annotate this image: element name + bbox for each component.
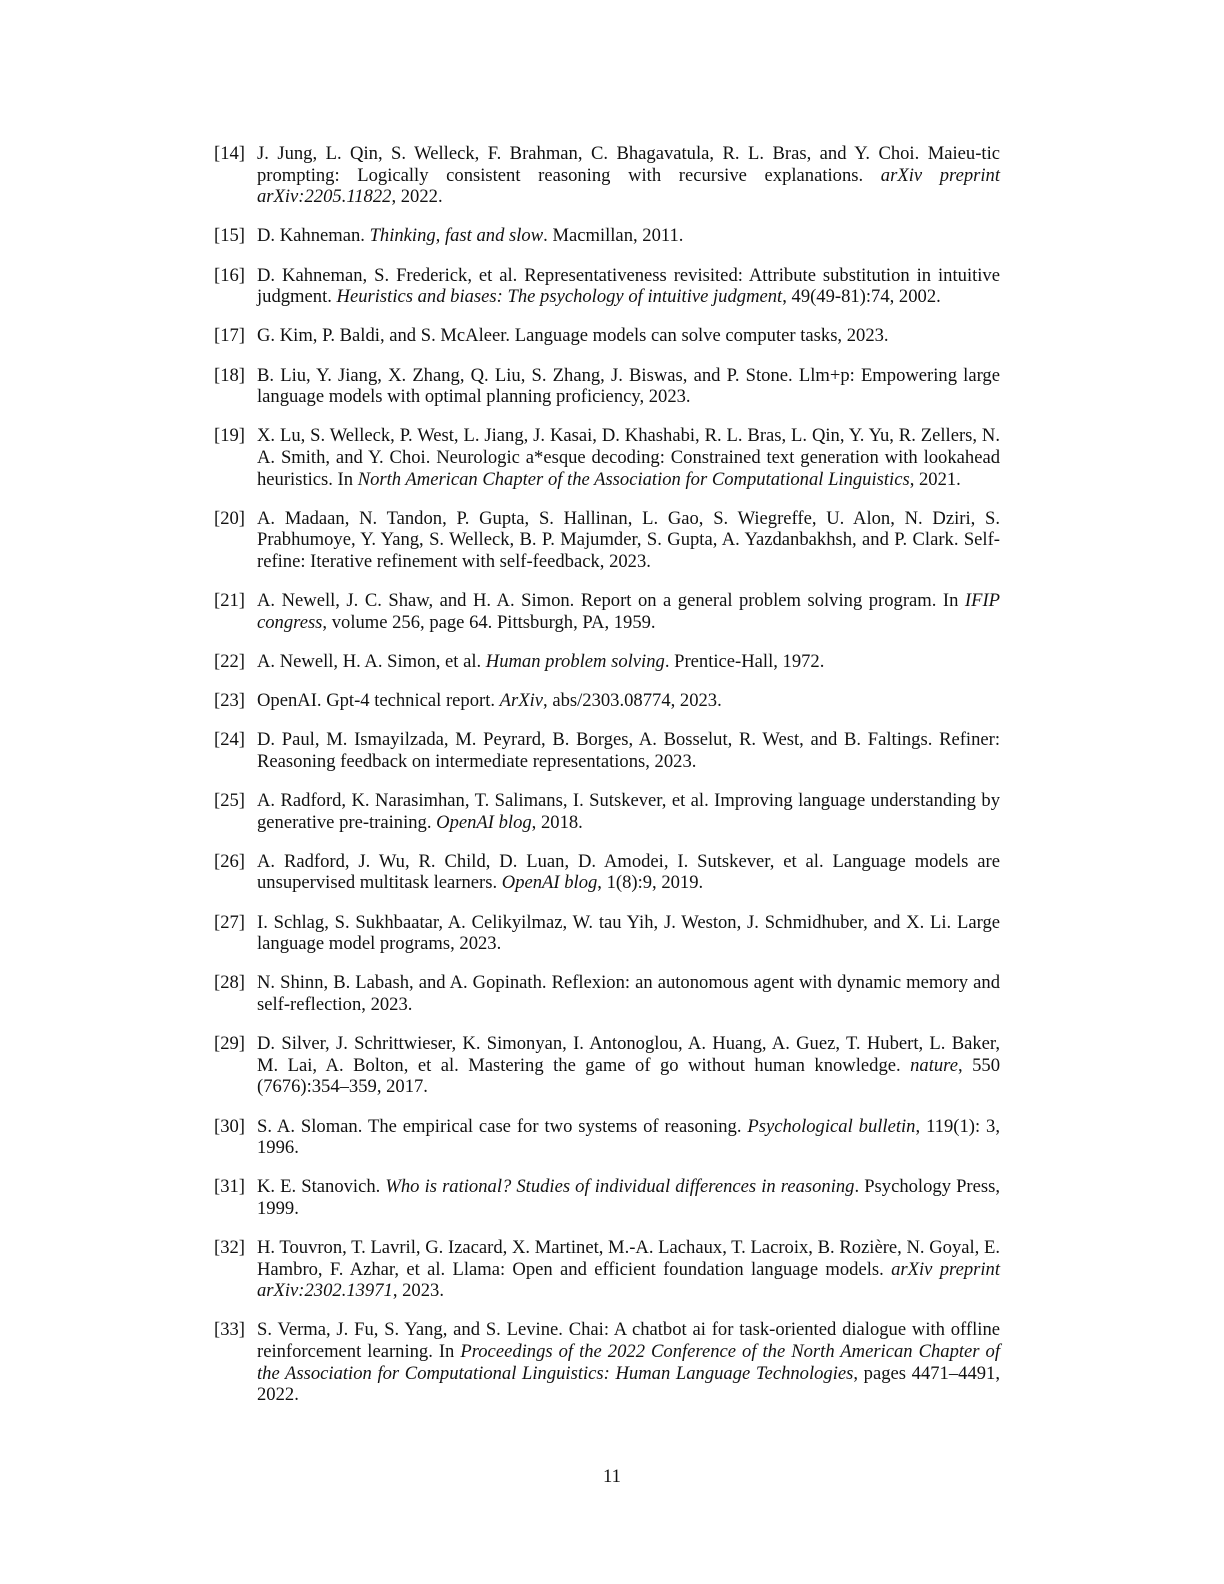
reference-text-segment: . Macmillan, 2011.: [543, 225, 684, 247]
reference-text: [257, 265, 1000, 308]
reference-text-segment: , 2021.: [909, 468, 961, 490]
reference-text: [257, 651, 1000, 673]
reference-text: [257, 1116, 1000, 1159]
reference-entry: [214, 1319, 1000, 1405]
reference-text: [257, 325, 1000, 347]
reference-venue-italic: OpenAI blog: [436, 811, 532, 833]
reference-text: [257, 1176, 1000, 1219]
reference-text-segment: , 2023.: [392, 1280, 444, 1302]
reference-number: [29]: [214, 1033, 245, 1055]
reference-text-segment: S. Verma, J. Fu, S. Yang, and S. Levine. Chai: A chatbot ai for task-oriented dialogue with offline reinforcement learning. In: [257, 1319, 1000, 1363]
reference-number: [31]: [214, 1176, 245, 1198]
reference-venue-italic: OpenAI blog: [501, 872, 598, 894]
reference-entry: [214, 1116, 1000, 1159]
reference-text: [257, 143, 1000, 208]
reference-entry: [214, 1176, 1000, 1219]
reference-number: [15]: [214, 225, 245, 247]
reference-number: [27]: [214, 911, 245, 933]
reference-venue-italic: arXiv preprint arXiv:2302.13971: [257, 1258, 1000, 1302]
reference-entry: [214, 225, 1000, 247]
reference-text: [257, 1319, 1000, 1405]
reference-entry: [214, 325, 1000, 347]
reference-entry: [214, 1033, 1000, 1098]
reference-number: [23]: [214, 690, 245, 712]
reference-text: [257, 1237, 1000, 1302]
reference-number: [28]: [214, 972, 245, 994]
reference-number: [20]: [214, 507, 245, 529]
reference-venue-italic: Proceedings of the 2022 Conference of the North American Chapter of the Association for Computational Linguistics: Human Language Technologies: [257, 1341, 1000, 1384]
reference-number: [22]: [214, 650, 245, 672]
reference-list: [214, 143, 1000, 1423]
reference-entry: [214, 790, 1000, 833]
reference-text-segment: B. Liu, Y. Jiang, X. Zhang, Q. Liu, S. Zhang, J. Biswas, and P. Stone. Llm+p: Empowering large language models with optimal planning proficiency, 2023.: [257, 364, 1000, 408]
reference-number: [24]: [214, 729, 245, 751]
reference-text-segment: , 1(8):9, 2019.: [597, 872, 704, 894]
reference-number: [32]: [214, 1237, 245, 1259]
reference-text-segment: , 550 (7676):354–359, 2017.: [257, 1054, 1000, 1098]
reference-venue-italic: Who is rational? Studies of individual differences in reasoning: [385, 1176, 855, 1198]
reference-text-segment: OpenAI. Gpt-4 technical report.: [257, 690, 500, 712]
reference-entry: [214, 690, 1000, 712]
reference-text-segment: , 49(49-81):74, 2002.: [782, 286, 941, 308]
reference-number: [18]: [214, 364, 245, 386]
reference-entry: [214, 508, 1000, 573]
reference-text: [257, 425, 1000, 490]
reference-text-segment: G. Kim, P. Baldi, and S. McAleer. Language models can solve computer tasks, 2023.: [257, 325, 889, 347]
reference-text: [257, 690, 1000, 712]
reference-text-segment: K. E. Stanovich.: [257, 1176, 386, 1198]
reference-text-segment: D. Kahneman.: [257, 225, 370, 247]
page-number: 11: [603, 1466, 621, 1487]
reference-venue-italic: Thinking, fast and slow: [369, 225, 544, 247]
reference-entry: [214, 651, 1000, 673]
reference-text-segment: D. Silver, J. Schrittwieser, K. Simonyan, I. Antonoglou, A. Huang, A. Guez, T. Hubert, L. Baker, M. Lai, A. Bolton, et al. Mastering the game of go without human knowledge.: [257, 1033, 1000, 1076]
reference-venue-italic: nature: [910, 1054, 958, 1076]
reference-text: [257, 912, 1000, 955]
reference-text: [257, 1033, 1000, 1098]
reference-number: [26]: [214, 850, 245, 872]
reference-entry: [214, 972, 1000, 1015]
reference-text-segment: , 2022.: [391, 186, 443, 208]
reference-text: [257, 590, 1000, 633]
reference-text-segment: N. Shinn, B. Labash, and A. Gopinath. Reflexion: an autonomous agent with dynamic memory and self-reflection, 2023.: [257, 972, 1000, 1015]
reference-text-segment: , 119(1): 3, 1996.: [257, 1115, 1000, 1159]
reference-text: [257, 508, 1000, 573]
reference-text-segment: , abs/2303.08774, 2023.: [543, 690, 722, 712]
reference-text-segment: D. Kahneman, S. Frederick, et al. Representativeness revisited: Attribute substitution in intuitive judgment.: [257, 264, 1000, 308]
reference-text: [257, 972, 1000, 1015]
reference-entry: [214, 143, 1000, 208]
reference-text-segment: I. Schlag, S. Sukhbaatar, A. Celikyilmaz, W. tau Yih, J. Weston, J. Schmidhuber, and X. Li. Large language model programs, 2023.: [257, 911, 1000, 955]
reference-venue-italic: IFIP congress: [257, 590, 1000, 633]
reference-entry: [214, 912, 1000, 955]
reference-text-segment: , 2018.: [531, 811, 583, 833]
reference-text-segment: A. Radford, J. Wu, R. Child, D. Luan, D. Amodei, I. Sutskever, et al. Language models are unsupervised multitask learners.: [257, 850, 1000, 894]
reference-text: [257, 729, 1000, 772]
reference-text-segment: A. Newell, H. A. Simon, et al.: [257, 650, 486, 672]
reference-entry: [214, 851, 1000, 894]
reference-text-segment: A. Madaan, N. Tandon, P. Gupta, S. Hallinan, L. Gao, S. Wiegreffe, U. Alon, N. Dziri, S. Prabhumoye, Y. Yang, S. Welleck, B. P. Majumder, S. Gupta, A. Yazdanbakhsh, and P. Clark. Self-refine: Iterative refinement with self-feedback, 2023.: [257, 507, 1000, 572]
reference-text-segment: X. Lu, S. Welleck, P. West, L. Jiang, J. Kasai, D. Khashabi, R. L. Bras, L. Qin, Y. Yu, R. Zellers, N. A. Smith, and Y. Choi. Neurologic a*esque decoding: Constrained text generation with lookahead heuristics. In: [257, 425, 1000, 490]
reference-text-segment: J. Jung, L. Qin, S. Welleck, F. Brahman, C. Bhagavatula, R. L. Bras, and Y. Choi. Maieu-tic prompting: Logically consistent reasoning with recursive explanations.: [257, 143, 1000, 186]
reference-text: [257, 851, 1000, 894]
reference-venue-italic: Heuristics and biases: The psychology of intuitive judgment: [336, 286, 783, 308]
reference-text-segment: H. Touvron, T. Lavril, G. Izacard, X. Martinet, M.-A. Lachaux, T. Lacroix, B. Rozière, N. Goyal, E. Hambro, F. Azhar, et al. Llama: Open and efficient foundation language models.: [257, 1237, 1000, 1280]
reference-venue-italic: arXiv preprint arXiv:2205.11822: [257, 164, 1000, 208]
reference-text-segment: , volume 256, page 64. Pittsburgh, PA, 1959.: [322, 611, 656, 633]
reference-text: [257, 225, 1000, 247]
reference-text-segment: D. Paul, M. Ismayilzada, M. Peyrard, B. Borges, A. Bosselut, R. West, and B. Faltings. Refiner: Reasoning feedback on intermediate representations, 2023.: [257, 729, 1000, 772]
reference-venue-italic: Psychological bulletin: [747, 1115, 916, 1137]
reference-text: [257, 365, 1000, 408]
reference-text-segment: S. A. Sloman. The empirical case for two systems of reasoning.: [257, 1115, 748, 1137]
reference-text-segment: . Psychology Press, 1999.: [257, 1176, 1000, 1219]
reference-text-segment: , pages 4471–4491, 2022.: [257, 1362, 1000, 1406]
reference-text: [257, 790, 1000, 833]
reference-number: [33]: [214, 1319, 245, 1341]
reference-venue-italic: ArXiv: [499, 690, 544, 712]
reference-entry: [214, 365, 1000, 408]
reference-entry: [214, 425, 1000, 490]
reference-venue-italic: North American Chapter of the Association for Computational Linguistics: [357, 468, 910, 490]
reference-number: [25]: [214, 790, 245, 811]
reference-entry: [214, 265, 1000, 308]
reference-venue-italic: Human problem solving: [485, 650, 665, 672]
reference-text-segment: A. Newell, J. C. Shaw, and H. A. Simon. Report on a general problem solving program. In: [257, 590, 965, 612]
reference-number: [21]: [214, 590, 245, 612]
reference-entry: [214, 1237, 1000, 1302]
reference-number: [30]: [214, 1115, 245, 1137]
reference-text-segment: A. Radford, K. Narasimhan, T. Salimans, I. Sutskever, et al. Improving language understanding by generative pre-training.: [257, 790, 1000, 833]
reference-number: [16]: [214, 264, 245, 286]
reference-number: [14]: [214, 143, 245, 164]
reference-entry: [214, 590, 1000, 633]
reference-entry: [214, 729, 1000, 772]
reference-number: [17]: [214, 325, 245, 347]
reference-text-segment: . Prentice-Hall, 1972.: [664, 650, 825, 672]
reference-number: [19]: [214, 425, 245, 447]
